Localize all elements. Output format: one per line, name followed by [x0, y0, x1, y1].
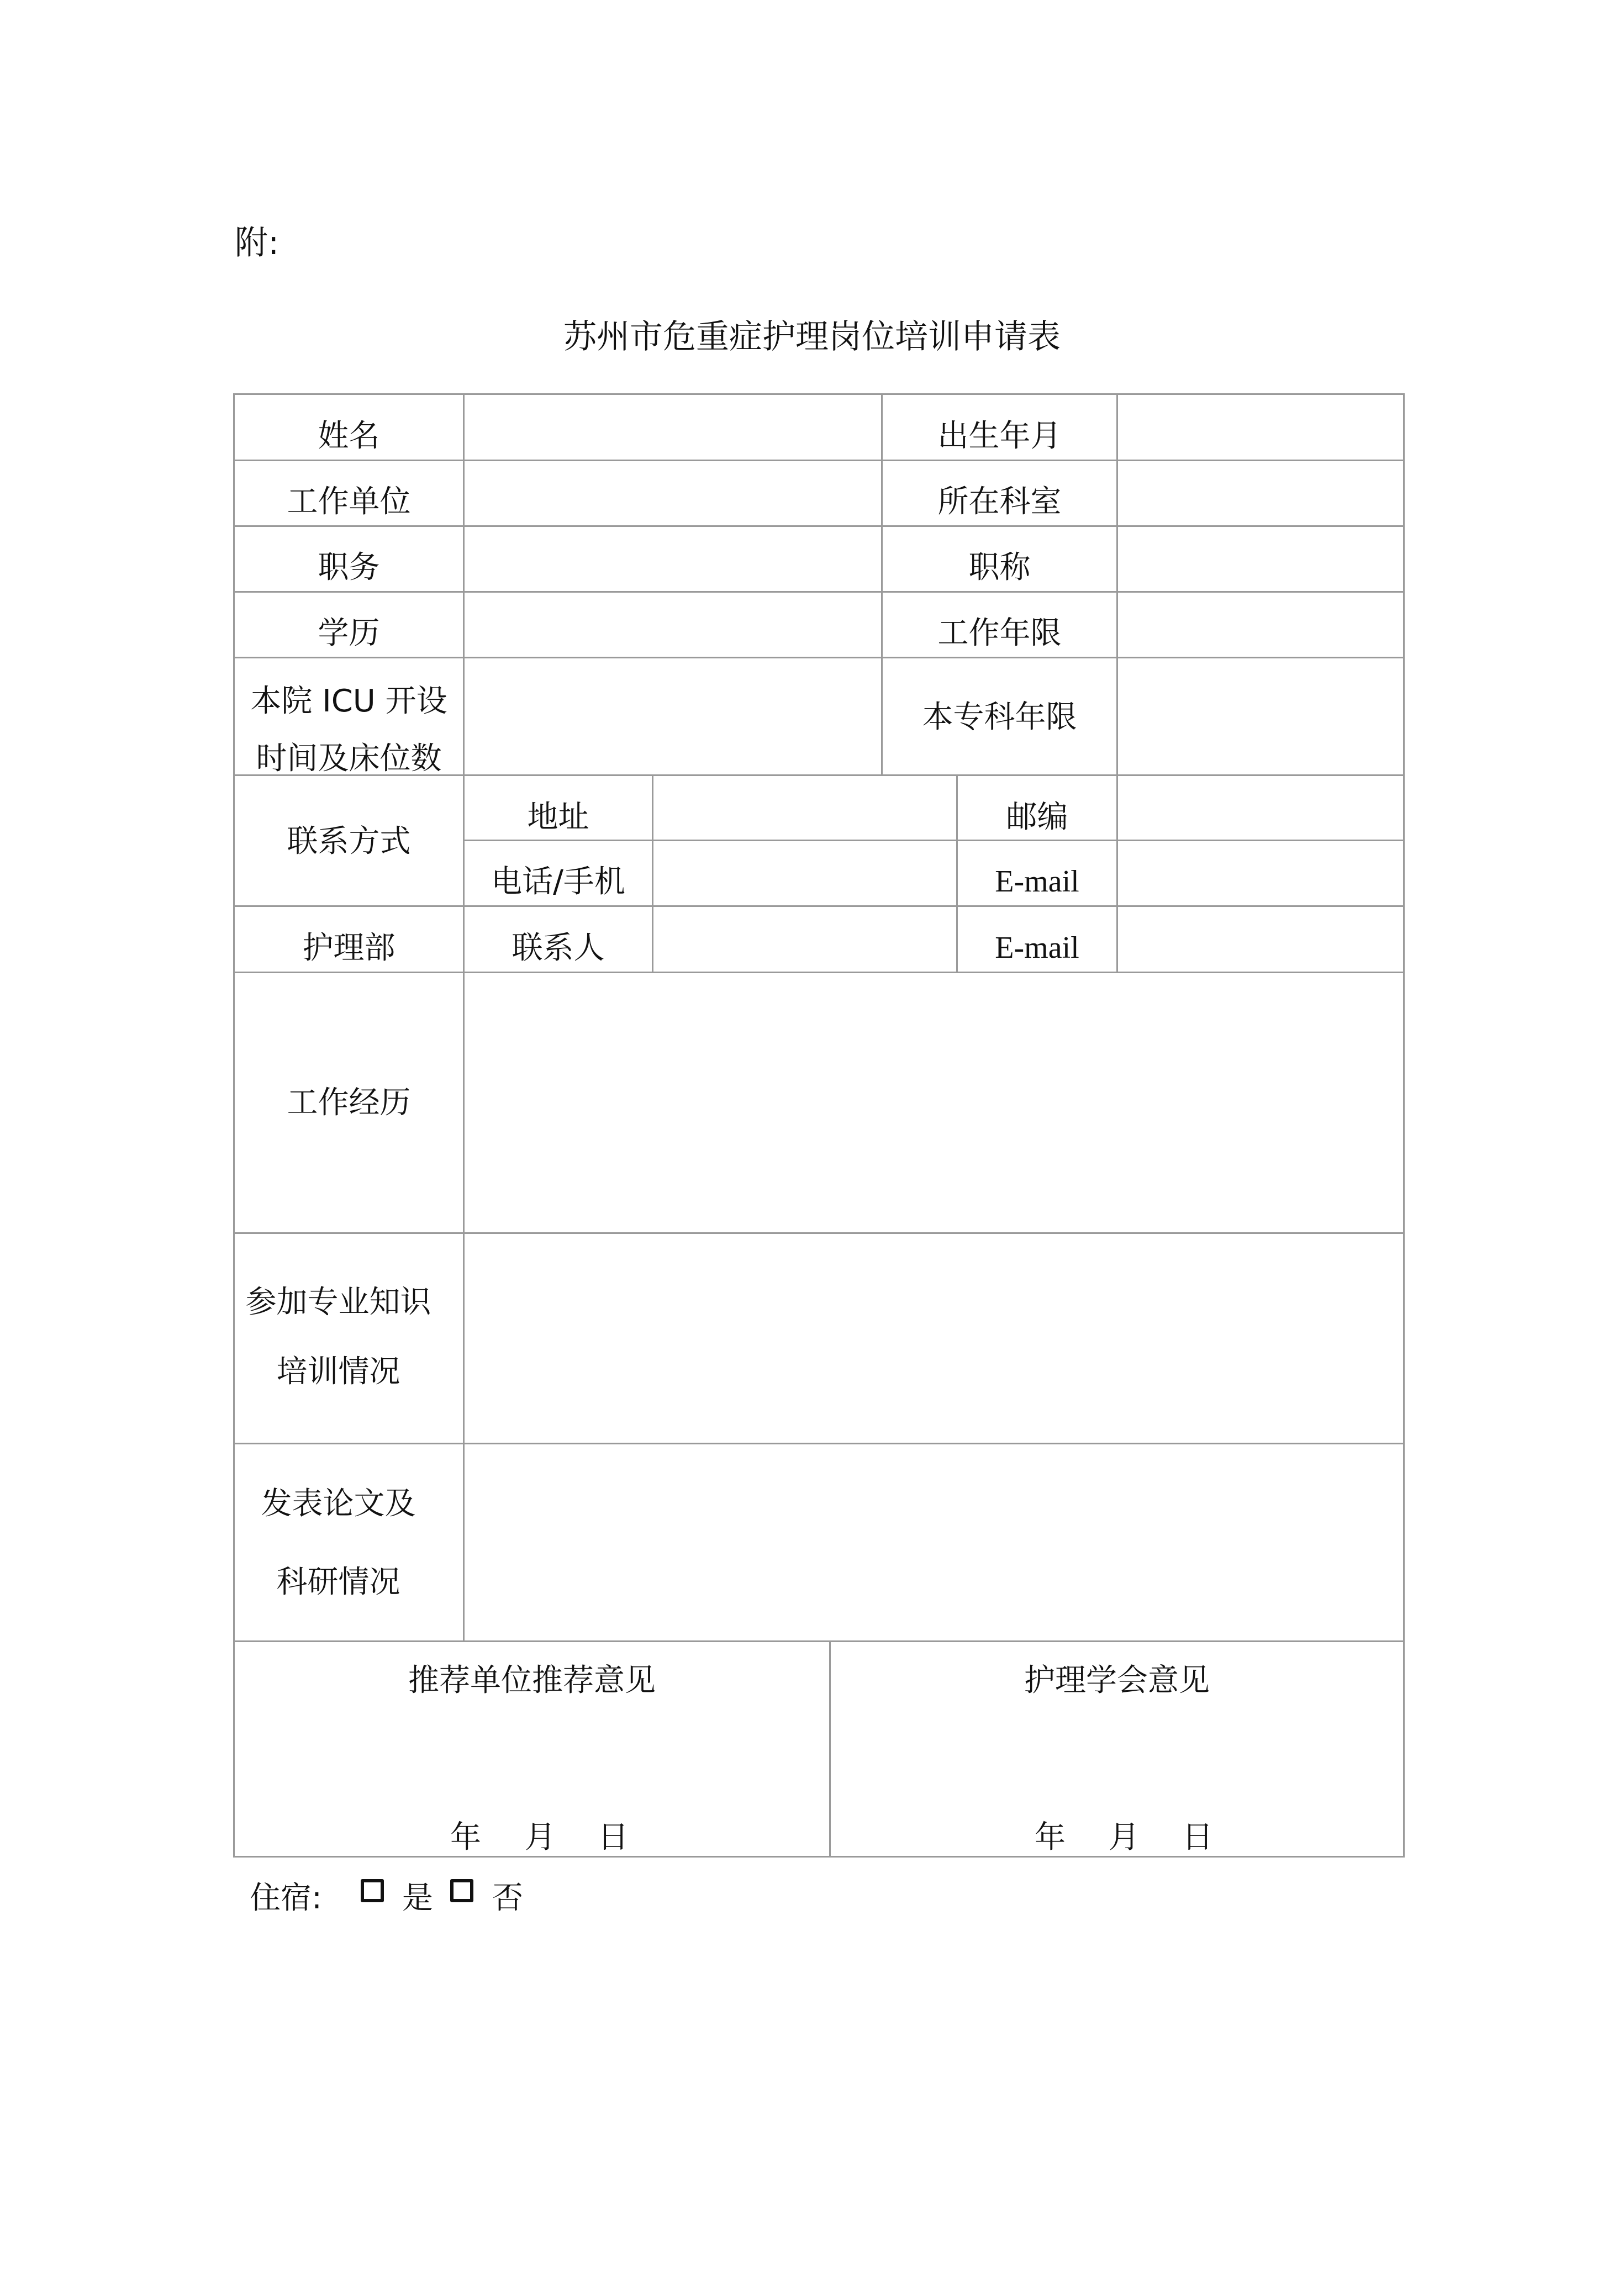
date-left-year: 年: [450, 1819, 481, 1855]
education-label: 学历: [318, 615, 380, 652]
date-right-year: 年: [1035, 1819, 1066, 1855]
attachment-label: 附:: [235, 224, 280, 262]
accommodation-yes-label: 是: [402, 1880, 433, 1916]
name-label: 姓名: [318, 418, 380, 455]
specialty-years-label: 本专科年限: [922, 699, 1077, 735]
accommodation-no-label: 否: [492, 1880, 523, 1916]
phone-label: 电话/手机: [491, 864, 625, 900]
icu-info-line1: 本院 ICU 开设: [250, 683, 447, 719]
society-opinion-label: 护理学会意见: [1024, 1663, 1210, 1698]
work-unit-label: 工作单位: [287, 484, 411, 520]
contact-person-label: 联系人: [512, 930, 605, 967]
icu-info-line2: 时间及床位数: [256, 741, 442, 777]
icu-info-label: [235, 673, 463, 788]
nursing-dept-label: 护理部: [302, 930, 396, 967]
postcode-label: 邮编: [1006, 799, 1068, 836]
training-line1: 参加专业知识: [245, 1284, 431, 1320]
date-left-day: 日: [598, 1819, 629, 1855]
email-label-1: E-mail: [995, 864, 1079, 899]
position-label: 职务: [318, 550, 380, 586]
department-label: 所在科室: [937, 484, 1062, 520]
training-label: [235, 1268, 442, 1407]
form-title: 苏州市危重症护理岗位培训申请表: [563, 318, 1061, 356]
contact-label: 联系方式: [287, 823, 411, 859]
papers-line2: 科研情况: [276, 1564, 400, 1600]
accommodation-label: 住宿:: [250, 1880, 322, 1916]
papers-label: [235, 1465, 442, 1622]
date-right-month: 月: [1109, 1819, 1140, 1855]
work-years-label: 工作年限: [937, 615, 1062, 652]
date-left-month: 月: [525, 1819, 556, 1855]
title-rank-label: 职称: [968, 550, 1031, 586]
accommodation-yes-checkbox[interactable]: [361, 1879, 384, 1902]
work-history-label: 工作经历: [287, 1084, 411, 1121]
address-label: 地址: [527, 799, 589, 836]
birth-label: 出生年月: [937, 418, 1062, 455]
email-label-2: E-mail: [995, 931, 1079, 965]
accommodation-no-checkbox[interactable]: [450, 1879, 473, 1902]
recommend-opinion-label: 推荐单位推荐意见: [408, 1663, 656, 1698]
papers-line1: 发表论文及: [261, 1486, 416, 1522]
date-right-day: 日: [1182, 1819, 1213, 1855]
training-line2: 培训情况: [276, 1354, 400, 1390]
